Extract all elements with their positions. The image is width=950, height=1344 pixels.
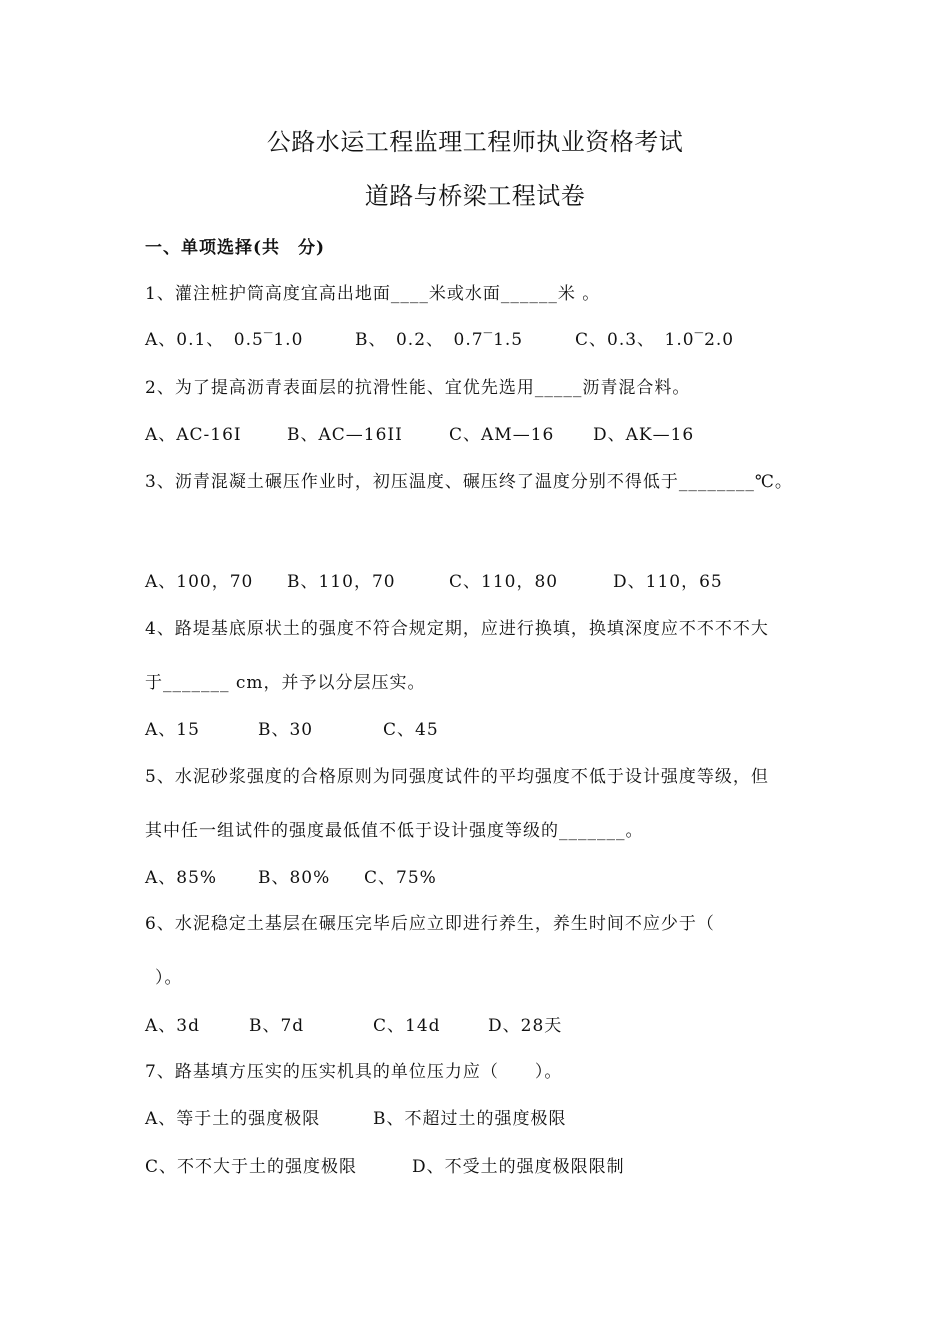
option-d: D、不受土的强度极限限制 [412,1157,625,1177]
option-b: B、30 [258,720,314,740]
option-a: A、AC-16I [145,425,242,445]
question-1: 1、灌注桩护筒高度宜高出地面____米或水面______米 。 [145,284,601,304]
question-7: 7、路基填方压实的压实机具的单位压力应（ ）。 [145,1062,563,1082]
question-4-line-2: 于_______ cm，并予以分层压实。 [145,673,426,693]
option-c: C、110，80 [449,572,559,592]
option-c: C、0.3、 1.0‾2.0 [575,330,735,350]
question-2-options [145,420,694,445]
question-3-options [145,567,723,592]
question-1-options [145,325,734,350]
option-a: A、3d [145,1016,200,1036]
option-c: C、AM—16 [449,425,555,445]
option-d: D、28天 [488,1016,563,1036]
option-b: B、AC—16II [287,425,403,445]
exam-title: 公路水运工程监理工程师执业资格考试 [266,128,684,156]
question-6-line-1: 6、水泥稳定土基层在碾压完毕后应立即进行养生，养生时间不应少于（ [145,914,715,934]
option-d: D、110，65 [613,572,723,592]
question-3: 3、沥青混凝土碾压作业时，初压温度、碾压终了温度分别不得低于________℃。 [145,472,793,492]
option-c: C、14d [373,1016,441,1036]
question-6-options [145,1011,562,1036]
question-7-options-row-2 [145,1152,625,1177]
option-a: A、0.1、 0.5‾1.0 [145,330,304,350]
option-b: B、7d [249,1016,305,1036]
option-c: C、45 [383,720,439,740]
question-5-line-1: 5、水泥砂浆强度的合格原则为同强度试件的平均强度不低于设计强度等级，但 [145,767,769,787]
option-b: B、 0.2、 0.7‾1.5 [355,330,524,350]
option-c: C、不不大于土的强度极限 [145,1157,358,1177]
option-a: A、85% [145,868,218,888]
question-4-options [145,715,439,740]
question-2: 2、为了提高沥青表面层的抗滑性能、宜优先选用_____沥青混合料。 [145,378,691,398]
question-5-line-2: 其中任一组试件的强度最低值不低于设计强度等级的_______。 [145,821,644,841]
section-heading: 一、单项选择(共 分) [145,238,326,258]
question-4-line-1: 4、路堤基底原状土的强度不符合规定期，应进行换填，换填深度应不不不不大 [145,619,769,639]
question-6-line-2: ）。 [155,968,183,988]
option-d: D、AK—16 [593,425,695,445]
option-b: B、80% [258,868,331,888]
option-c: C、75% [364,868,437,888]
paper-subtitle: 道路与桥梁工程试卷 [364,182,586,210]
question-7-options-row-1 [145,1104,567,1129]
option-b: B、110，70 [287,572,396,592]
option-a: A、100，70 [145,572,254,592]
question-5-options [145,863,437,888]
option-a: A、等于土的强度极限 [145,1109,321,1129]
option-a: A、15 [145,720,200,740]
option-b: B、不超过土的强度极限 [373,1109,567,1129]
